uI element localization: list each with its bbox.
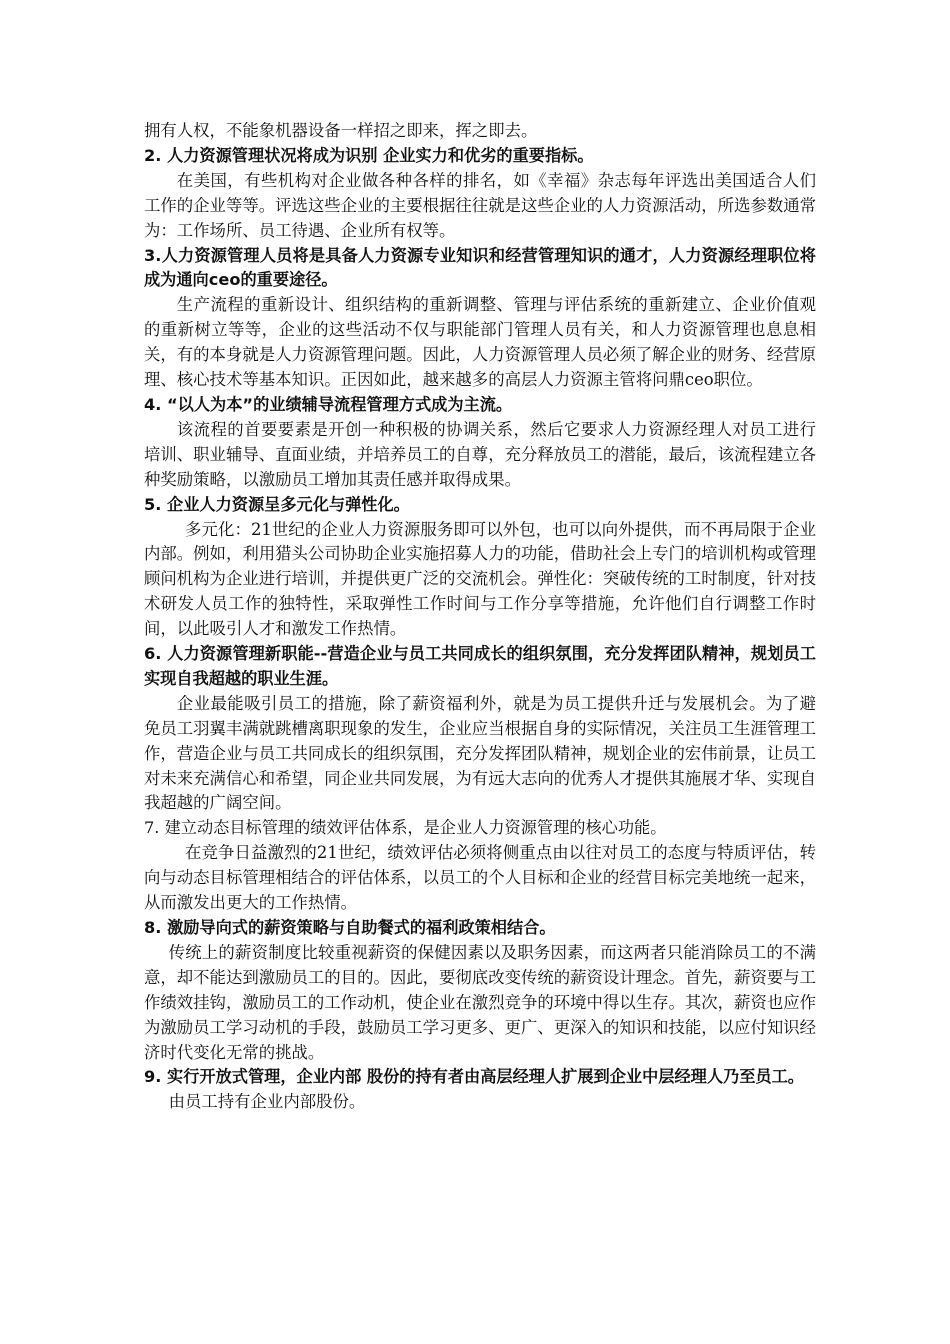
body-paragraph: 由员工持有企业内部股份。 [168,1092,366,1112]
body-paragraph: 企业最能吸引员工的措施，除了薪资福利外，就是为员工提供升迁与发展机会。为了避免员工羽翼丰满就跳槽离职现象的发生，企业应当根据自身的实际情况，关注员工生涯管理工作，营造企业与员工共同成长的组织氛围，充分发挥团队精神，规划企业的宏伟前景，让员工对未来充满信心和希望，同企业共同发展，为有远大志向的优秀人才提供其施展才华、实现自我超越的广阔空间。 [144,693,817,813]
section-heading-5: 5. 企业人力资源呈多元化与弹性化。 [144,494,410,514]
body-paragraph: 在竞争日益激烈的21世纪，绩效评估必须将侧重点由以往对员工的态度与特质评估，转向与动态目标管理相结合的评估体系，以员工的个人目标和企业的经营目标完美地统一起来，从而激发出更大的工作热情。 [144,843,817,913]
section-heading-8: 8. 激励导向式的薪资策略与自助餐式的福利政策相结合。 [144,918,556,937]
body-paragraph: 传统上的薪资制度比较重视薪资的保健因素以及职务因素，而这两者只能消除员工的不满意，却不能达到激励员工的目的。因此，要彻底改变传统的薪资设计理念。首先，薪资要与工作绩效挂钩，激励员工的工作动机，使企业在激烈竞争的环境中得以生存。其次，薪资也应作为激励员工学习动机的手段，鼓励员工学习更多、更广、更深入的知识和技能，以应付知识经济时代变化无常的挑战。 [144,942,817,1062]
section-heading-7: 7. 建立动态目标管理的绩效评估体系，是企业人力资源管理的核心功能。 [144,818,667,838]
section-heading-4: 4. “以人为本”的业绩辅导流程管理方式成为主流。 [144,394,513,414]
body-paragraph: 生产流程的重新设计、组织结构的重新调整、管理与评估系统的重新建立、企业价值观的重新树立等等，企业的这些活动不仅与职能部门管理人员有关，和人力资源管理也息息相关，有的本身就是人力资源管理问题。因此，人力资源管理人员必须了解企业的财务、经营原理、核心技术等基本知识。正因如此，越来越多的高层人力资源主管将问鼎ceo职位。 [144,295,817,390]
body-paragraph: 在美国，有些机构对企业做各种各样的排名，如《幸福》杂志每年评选出美国适合人们工作的企业等等。评选这些企业的主要根据往往就是这些企业的人力资源活动，所选参数通常为：工作场所、员工待遇、企业所有权等。 [144,170,817,240]
section-heading-6: 6. 人力资源管理新职能--营造企业与员工共同成长的组织氛围，充分发挥团队精神，规划员工实现自我超越的职业生涯。 [144,644,816,688]
section-heading-9: 9. 实行开放式管理，企业内部 股份的持有者由高层经理人扩展到企业中层经理人乃至员工。 [144,1067,804,1087]
section-heading-3: 3.人力资源管理人员将是具备人力资源专业知识和经营管理知识的通才，人力资源经理职位将成为通向ceo的重要途径。 [144,245,816,290]
body-paragraph: 该流程的首要要素是开创一种积极的协调关系，然后它要求人力资源经理人对员工进行培训、职业辅导、直面业绩，并培养员工的自尊，充分释放员工的潜能，最后，该流程建立各种奖励策略，以激励员工增加其责任感并取得成果。 [144,419,817,489]
section-heading-2: 2. 人力资源管理状况将成为识别 企业实力和优劣的重要指标。 [144,145,594,165]
body-paragraph: 多元化：21世纪的企业人力资源服务即可以外包，也可以向外提供，而不再局限于企业内部。例如，利用猎头公司协助企业实施招募人力的功能，借助社会上专门的培训机构或管理顾问机构为企业进行培训，并提供更广泛的交流机会。弹性化：突破传统的工时制度，针对技术研发人员工作的独特性，采取弹性工作时间与工作分享等措施，允许他们自行调整工作时间，以此吸引人才和激发工作热情。 [144,519,817,639]
document-body [144,119,816,1115]
body-paragraph: 拥有人权，不能象机器设备一样招之即来，挥之即去。 [144,121,538,140]
